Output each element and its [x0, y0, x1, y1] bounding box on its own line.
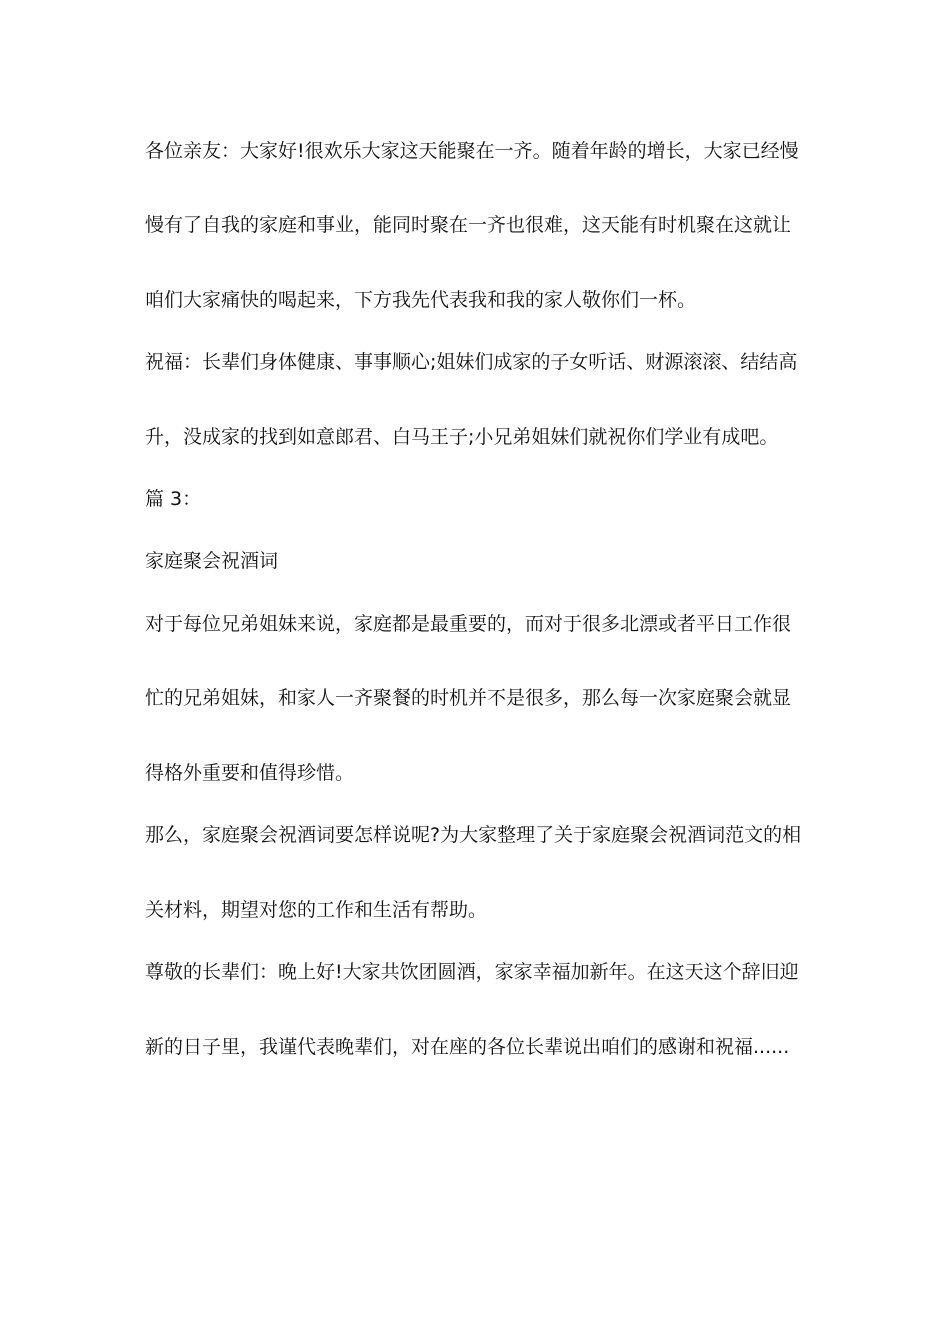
section-heading: 篇 3：	[145, 488, 202, 510]
text-line: 得格外重要和值得珍惜。	[145, 762, 355, 784]
text-line: 尊敬的长辈们：晚上好!大家共饮团圆酒，家家幸福加新年。在这天这个辞旧迎	[145, 961, 799, 983]
section-title: 家庭聚会祝酒词	[145, 550, 279, 572]
text-line: 对于每位兄弟姐妹来说，家庭都是最重要的，而对于很多北漂或者平日工作很	[145, 613, 792, 635]
text-line: 各位亲友：大家好!很欢乐大家这天能聚在一齐。随着年龄的增长，大家已经慢	[145, 140, 799, 162]
text-line: 慢有了自我的家庭和事业，能同时聚在一齐也很难，这天能有时机聚在这就让	[145, 214, 792, 236]
text-line: 忙的兄弟姐妹，和家人一齐聚餐的时机并不是很多，那么每一次家庭聚会就显	[145, 687, 792, 709]
text-line: 新的日子里，我谨代表晚辈们，对在座的各位长辈说出咱们的感谢和祝福......	[145, 1036, 790, 1058]
text-line: 关材料，期望对您的工作和生活有帮助。	[145, 899, 488, 921]
text-line: 咱们大家痛快的喝起来，下方我先代表我和我的家人敬你们一杯。	[145, 289, 697, 311]
text-line: 祝福：长辈们身体健康、事事顺心;姐妹们成家的子女听话、财源滚滚、结结高	[145, 351, 798, 373]
text-line: 那么，家庭聚会祝酒词要怎样说呢?为大家整理了关于家庭聚会祝酒词范文的相	[145, 824, 802, 846]
text-line: 升，没成家的找到如意郎君、白马王子;小兄弟姐妹们就祝你们学业有成吧。	[145, 426, 779, 448]
